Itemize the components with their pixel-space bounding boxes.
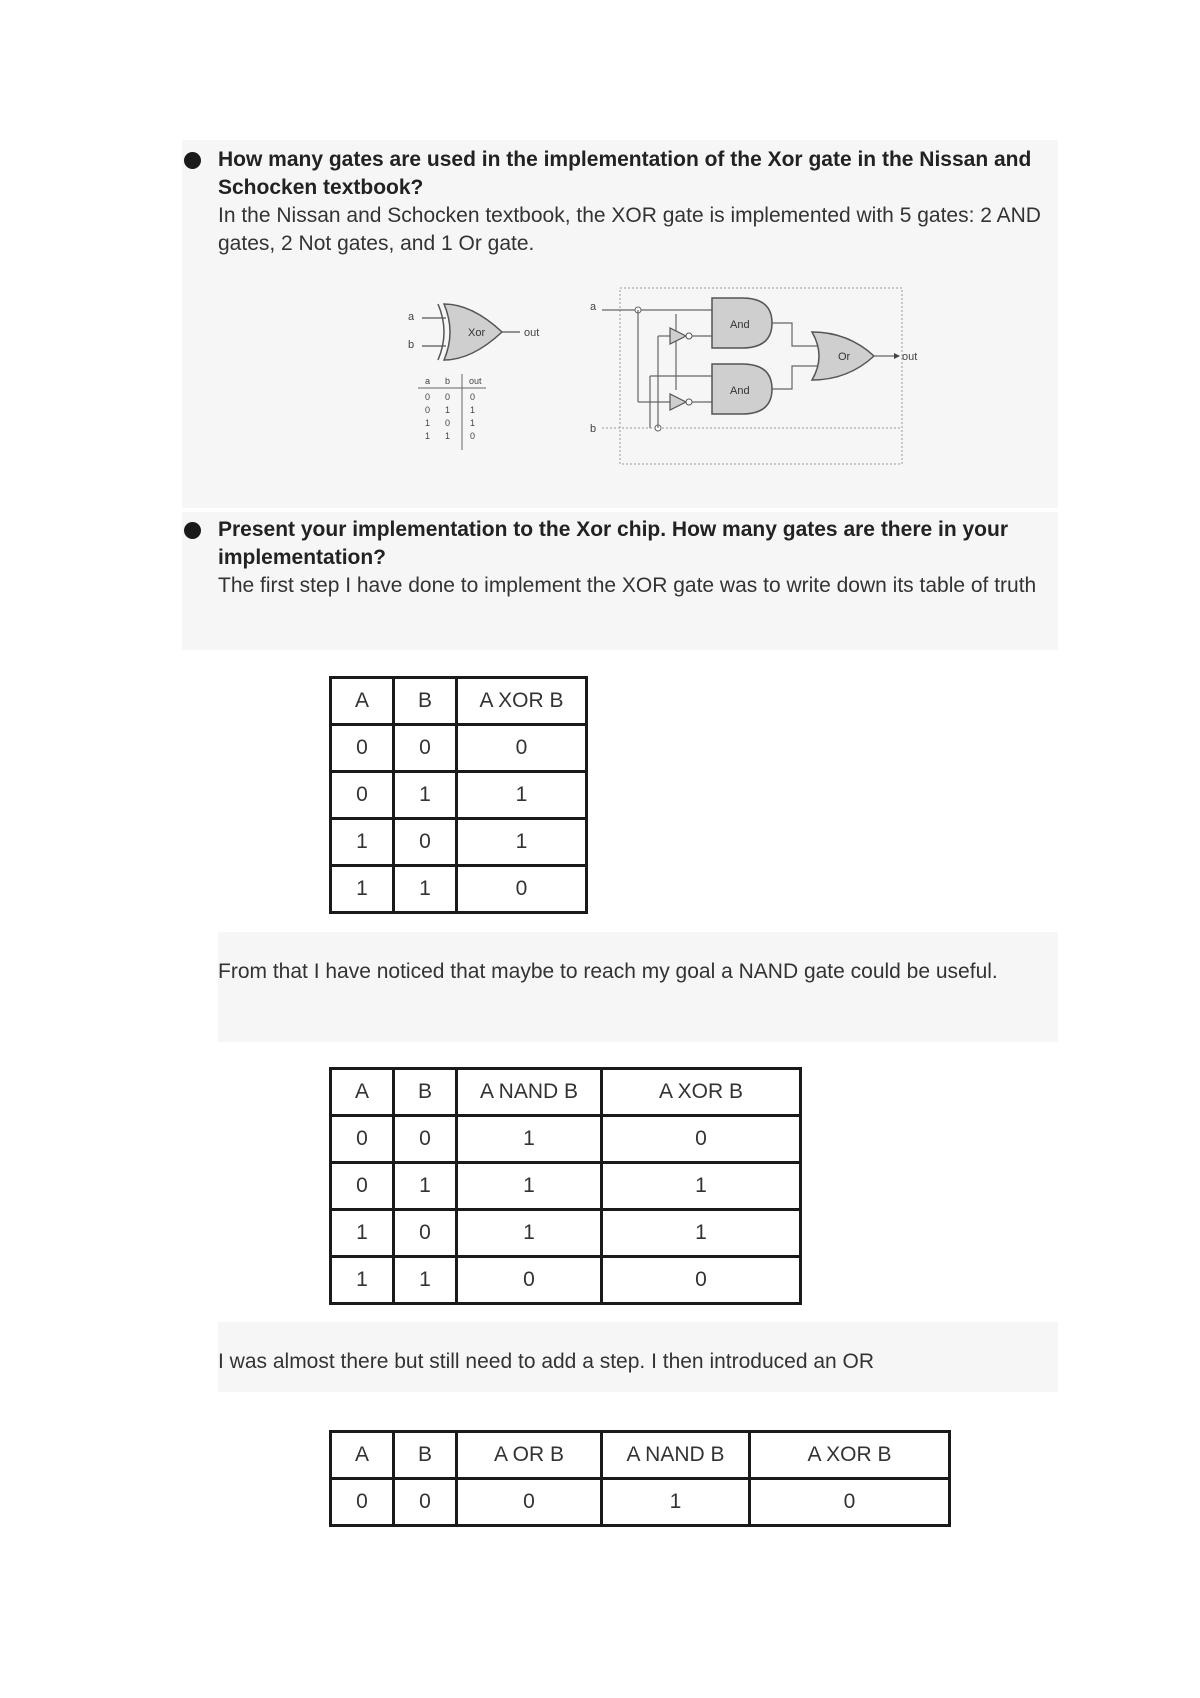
table-cell: 1	[457, 772, 587, 819]
ftt-cell: 0	[445, 418, 451, 428]
xor-truth-table	[329, 676, 588, 914]
table-cell: 1	[394, 772, 457, 819]
figure-truth-table	[418, 374, 486, 450]
xor-output-label: out	[524, 327, 540, 339]
xor-extra-curve	[438, 304, 444, 360]
circuit-input-b-label: b	[590, 423, 597, 435]
table-cell: 0	[394, 725, 457, 772]
table-cell: 0	[394, 1116, 457, 1163]
xor-input-a-label: a	[408, 311, 415, 323]
table-header-cell: A	[331, 678, 394, 725]
ftt-cell: 0	[470, 392, 476, 402]
not-gate-icon	[670, 394, 686, 410]
table-cell: 1	[457, 1210, 602, 1257]
table-cell: 1	[602, 1479, 750, 1526]
table-row	[331, 1116, 801, 1163]
table-cell: 0	[457, 1257, 602, 1304]
question-1: How many gates are used in the implementation of the Xor gate in the Nissan and Schocken textbook?	[218, 148, 1032, 199]
table-cell: 0	[457, 725, 587, 772]
table-cell: 0	[394, 819, 457, 866]
table-cell: 1	[331, 1257, 394, 1304]
table-cell: 1	[457, 1163, 602, 1210]
table-row	[331, 819, 587, 866]
table-cell: 0	[394, 1479, 457, 1526]
table-row	[331, 1479, 950, 1526]
paragraph-or: I was almost there but still need to add a step. I then introduced an OR	[218, 1350, 875, 1373]
table-header-row	[331, 1432, 950, 1479]
table-cell: 0	[457, 866, 587, 913]
table-cell: 0	[602, 1116, 801, 1163]
table-cell: 1	[331, 1210, 394, 1257]
xor-input-b-label: b	[408, 339, 415, 351]
table-row	[331, 866, 587, 913]
table-header-row	[331, 678, 587, 725]
table-cell: 0	[331, 725, 394, 772]
or-nand-xor-table	[329, 1430, 951, 1527]
table-cell: 1	[457, 1116, 602, 1163]
and-gate-1-label: And	[730, 319, 750, 331]
table-row	[331, 1210, 801, 1257]
table-header-row	[331, 1069, 801, 1116]
ftt-cell: 1	[470, 418, 476, 428]
ftt-cell: 1	[445, 405, 451, 415]
table-cell: 0	[602, 1257, 801, 1304]
arrow-icon	[894, 353, 900, 359]
table-header-cell: A OR B	[457, 1432, 602, 1479]
ftt-header: b	[445, 376, 451, 386]
table-cell: 1	[394, 1257, 457, 1304]
table-row	[331, 725, 587, 772]
table-cell: 0	[750, 1479, 950, 1526]
ftt-cell: 1	[425, 431, 431, 441]
table-row	[331, 1257, 801, 1304]
bullet-point	[184, 522, 201, 539]
paragraph-nand: From that I have noticed that maybe to reach my goal a NAND gate could be useful.	[218, 960, 998, 983]
answer-1: In the Nissan and Schocken textbook, the XOR gate is implemented with 5 gates: 2 AND gates, 2 Not gates, and 1 Or gate.	[218, 204, 1041, 255]
ftt-cell: 0	[445, 392, 451, 402]
nand-xor-table	[329, 1067, 802, 1305]
table-cell: 0	[331, 1116, 394, 1163]
table-cell: 1	[602, 1163, 801, 1210]
or-gate-label: Or	[838, 351, 851, 363]
not-gate-icon	[670, 328, 686, 344]
xor-gate-label: Xor	[468, 327, 486, 339]
table-cell: 1	[602, 1210, 801, 1257]
ftt-cell: 1	[445, 431, 451, 441]
table-header-cell: B	[394, 1432, 457, 1479]
table-header-cell: A XOR B	[750, 1432, 950, 1479]
ftt-header: a	[425, 376, 431, 386]
table-cell: 0	[331, 1163, 394, 1210]
ftt-header: out	[469, 376, 482, 386]
table-cell: 1	[457, 819, 587, 866]
ftt-cell: 0	[425, 392, 431, 402]
table-header-cell: A XOR B	[457, 678, 587, 725]
question-2-block	[218, 516, 1058, 600]
table-header-cell: B	[394, 678, 457, 725]
table-header-cell: A NAND B	[457, 1069, 602, 1116]
answer-2: The first step I have done to implement the XOR gate was to write down its table of truth	[218, 574, 1037, 597]
ftt-cell: 1	[470, 405, 476, 415]
table-cell: 0	[331, 772, 394, 819]
table-cell: 1	[394, 866, 457, 913]
ftt-cell: 0	[425, 405, 431, 415]
table-cell: 0	[394, 1210, 457, 1257]
table-cell: 1	[394, 1163, 457, 1210]
table-cell: 0	[457, 1479, 602, 1526]
bullet-point	[184, 152, 201, 169]
question-1-block	[218, 146, 1058, 258]
table-header-cell: A XOR B	[602, 1069, 801, 1116]
table-cell: 1	[331, 819, 394, 866]
table-header-cell: A	[331, 1432, 394, 1479]
table-header-cell: A NAND B	[602, 1432, 750, 1479]
circuit-input-a-label: a	[590, 301, 597, 313]
ftt-cell: 1	[425, 418, 431, 428]
table-row	[331, 1163, 801, 1210]
table-header-cell: A	[331, 1069, 394, 1116]
circuit-output-label: out	[902, 351, 918, 363]
ftt-cell: 0	[470, 431, 476, 441]
table-cell: 0	[331, 1479, 394, 1526]
table-cell: 1	[331, 866, 394, 913]
table-row	[331, 772, 587, 819]
xor-circuit-figure	[380, 270, 920, 470]
paragraph-2-background	[218, 932, 1058, 1042]
question-2: Present your implementation to the Xor chip. How many gates are there in your implementation?	[218, 518, 1009, 569]
and-gate-2-label: And	[730, 385, 750, 397]
table-header-cell: B	[394, 1069, 457, 1116]
